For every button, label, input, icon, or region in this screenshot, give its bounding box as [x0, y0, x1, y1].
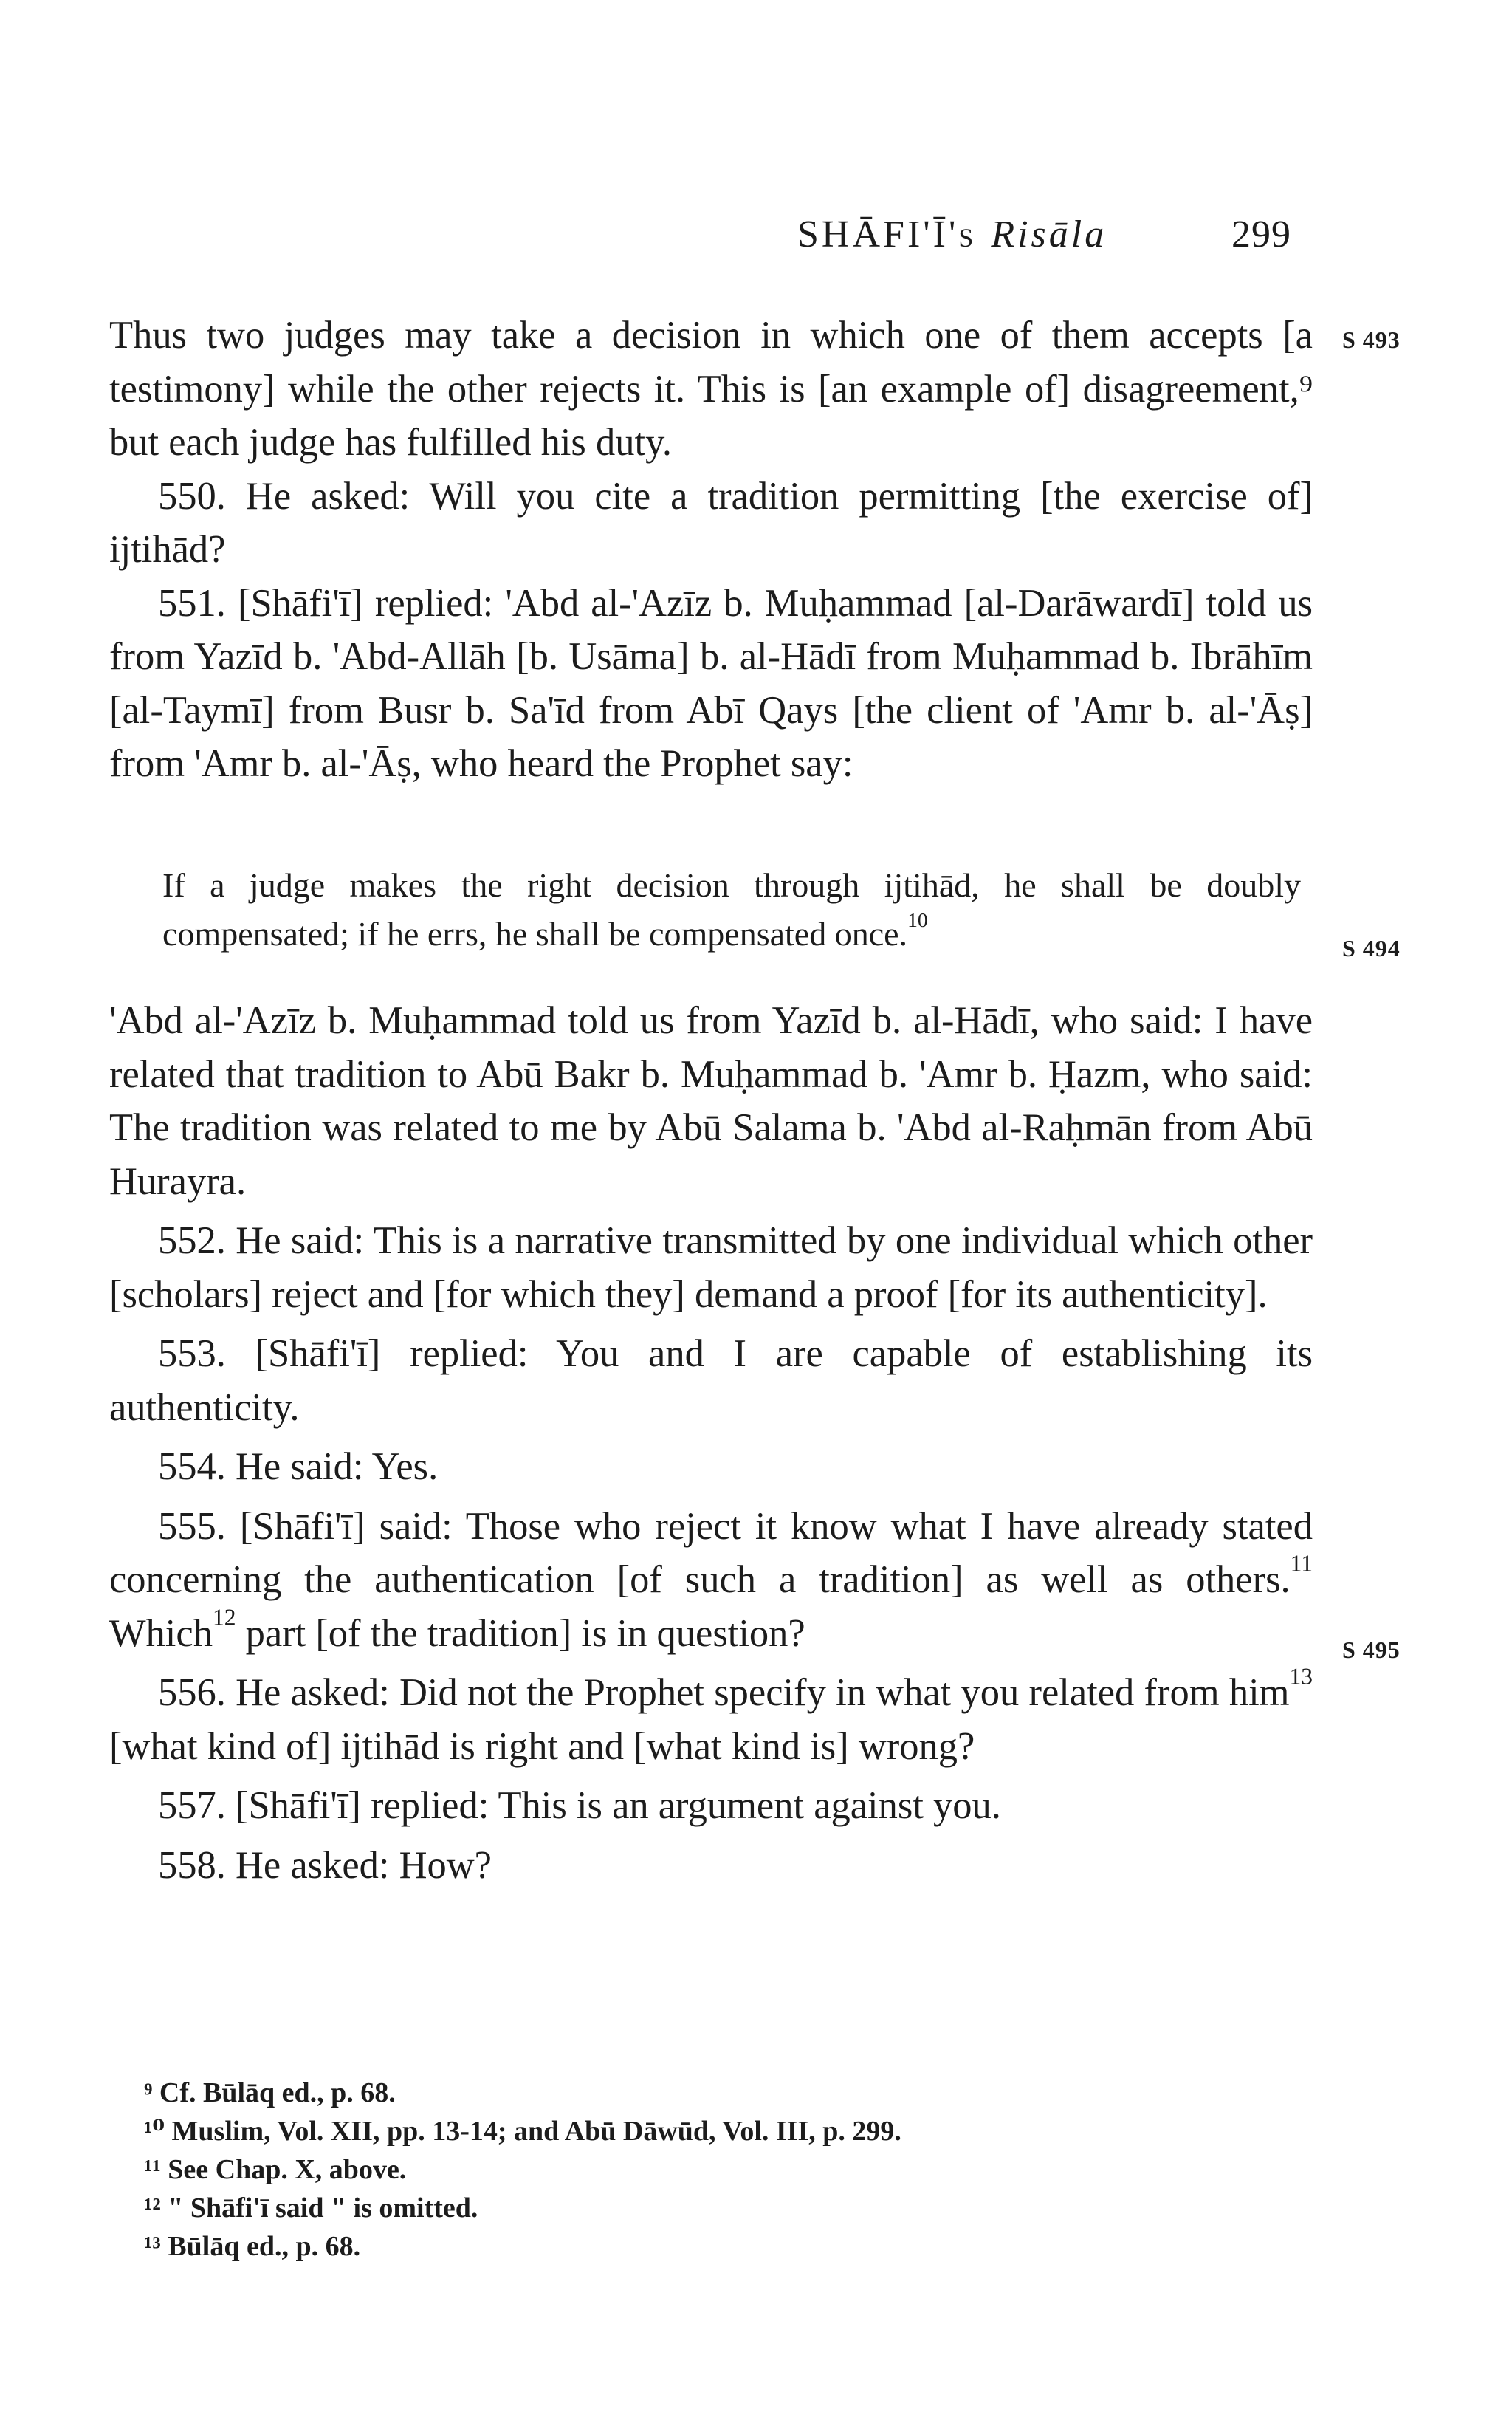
margin-reference-s494: S 494 — [1342, 935, 1401, 961]
footnote-ref-10: 10 — [907, 908, 928, 932]
quote-text: If a judge makes the right decision through ijtihād, he shall be doubly compensated; if he errs, he shall be compensated once. — [162, 866, 1301, 953]
paragraph-556-text: 556. He asked: Did not the Prophet specify in what you related from him — [158, 1671, 1290, 1714]
footnotes — [144, 2074, 901, 2266]
footnote-10: ¹⁰ Muslim, Vol. XII, pp. 13-14; and Abū Dāwūd, Vol. III, p. 299. — [144, 2116, 901, 2147]
paragraph-continuation: Thus two judges may take a decision in which one of them accepts [a testimony] while the other rejects it. This is [an example of] disagreement,⁹ but each judge has fulfilled his duty. — [109, 314, 1313, 464]
paragraph-556-text-b: [what kind of] ijtihād is right and [what kind is] wrong? — [109, 1724, 975, 1768]
paragraph-isnad: 'Abd al-'Azīz b. Muḥammad told us from Yazīd b. al-Hādī, who said: I have related that tradition to Abū Bakr b. Muḥammad b. 'Amr b. Ḥazm, who said: The tradition was related to me by Abū Salama b. 'Abd al-Raḥmān from Abū Hurayra. — [109, 999, 1313, 1203]
footnote-ref-12: 12 — [212, 1604, 236, 1631]
paragraph-550: 550. He asked: Will you cite a tradition permitting [the exercise of] ijtihād? — [109, 474, 1313, 571]
block-quote — [162, 861, 1301, 959]
paragraph-555-text: 555. [Shāfi'ī] said: Those who reject it know what I have already stated concerning the authentication [of such a tradition] as well as others. — [109, 1504, 1313, 1601]
running-head-author: SHĀFI'Ī's — [797, 213, 977, 256]
running-head — [797, 213, 1291, 256]
paragraph-555 — [109, 1500, 1313, 1661]
footnote-ref-11: 11 — [1290, 1550, 1313, 1577]
paragraph-551: 551. [Shāfi'ī] replied: 'Abd al-'Azīz b. Muḥammad [al-Darāwardī] told us from Yazīd b. 'Abd-Allāh [b. Usāma] b. al-Hādī from Muḥammad b. Ibrāhīm [al-Taymī] from Busr b. Sa'īd from Abī Qays [the client of 'Amr b. al-'Āṣ] from 'Amr b. al-'Āṣ, who heard the Prophet say: — [109, 581, 1313, 785]
footnote-12: ¹² " Shāfi'ī said " is omitted. — [144, 2193, 478, 2224]
paragraph-556 — [109, 1663, 1313, 1773]
lower-text-block — [109, 994, 1313, 1892]
paragraph-553: 553. [Shāfi'ī] replied: You and I are capable of establishing its authenticity. — [109, 1332, 1313, 1429]
paragraph-552: 552. He said: This is a narrative transmitted by one individual which other [scholars] reject and [for which they] demand a proof [for its authenticity]. — [109, 1219, 1313, 1316]
running-head-title: Risāla — [991, 213, 1107, 256]
paragraph-558: 558. He asked: How? — [158, 1843, 492, 1887]
paragraph-555-text-c: part [of the tradition] is in question? — [236, 1611, 805, 1655]
footnote-ref-13: 13 — [1289, 1663, 1313, 1690]
footnote-9: ⁹ Cf. Būlāq ed., p. 68. — [144, 2077, 396, 2108]
margin-reference-s495: S 495 — [1342, 1636, 1401, 1663]
footnote-13: ¹³ Būlāq ed., p. 68. — [144, 2231, 361, 2262]
paragraph-555-text-b: Which — [109, 1611, 213, 1655]
margin-reference-s493: S 493 — [1342, 326, 1401, 353]
footnote-11: ¹¹ See Chap. X, above. — [144, 2154, 407, 2185]
page-number: 299 — [1231, 213, 1291, 256]
upper-text-block — [109, 309, 1313, 791]
paragraph-557: 557. [Shāfi'ī] replied: This is an argument against you. — [158, 1784, 1001, 1827]
paragraph-554: 554. He said: Yes. — [158, 1445, 439, 1488]
